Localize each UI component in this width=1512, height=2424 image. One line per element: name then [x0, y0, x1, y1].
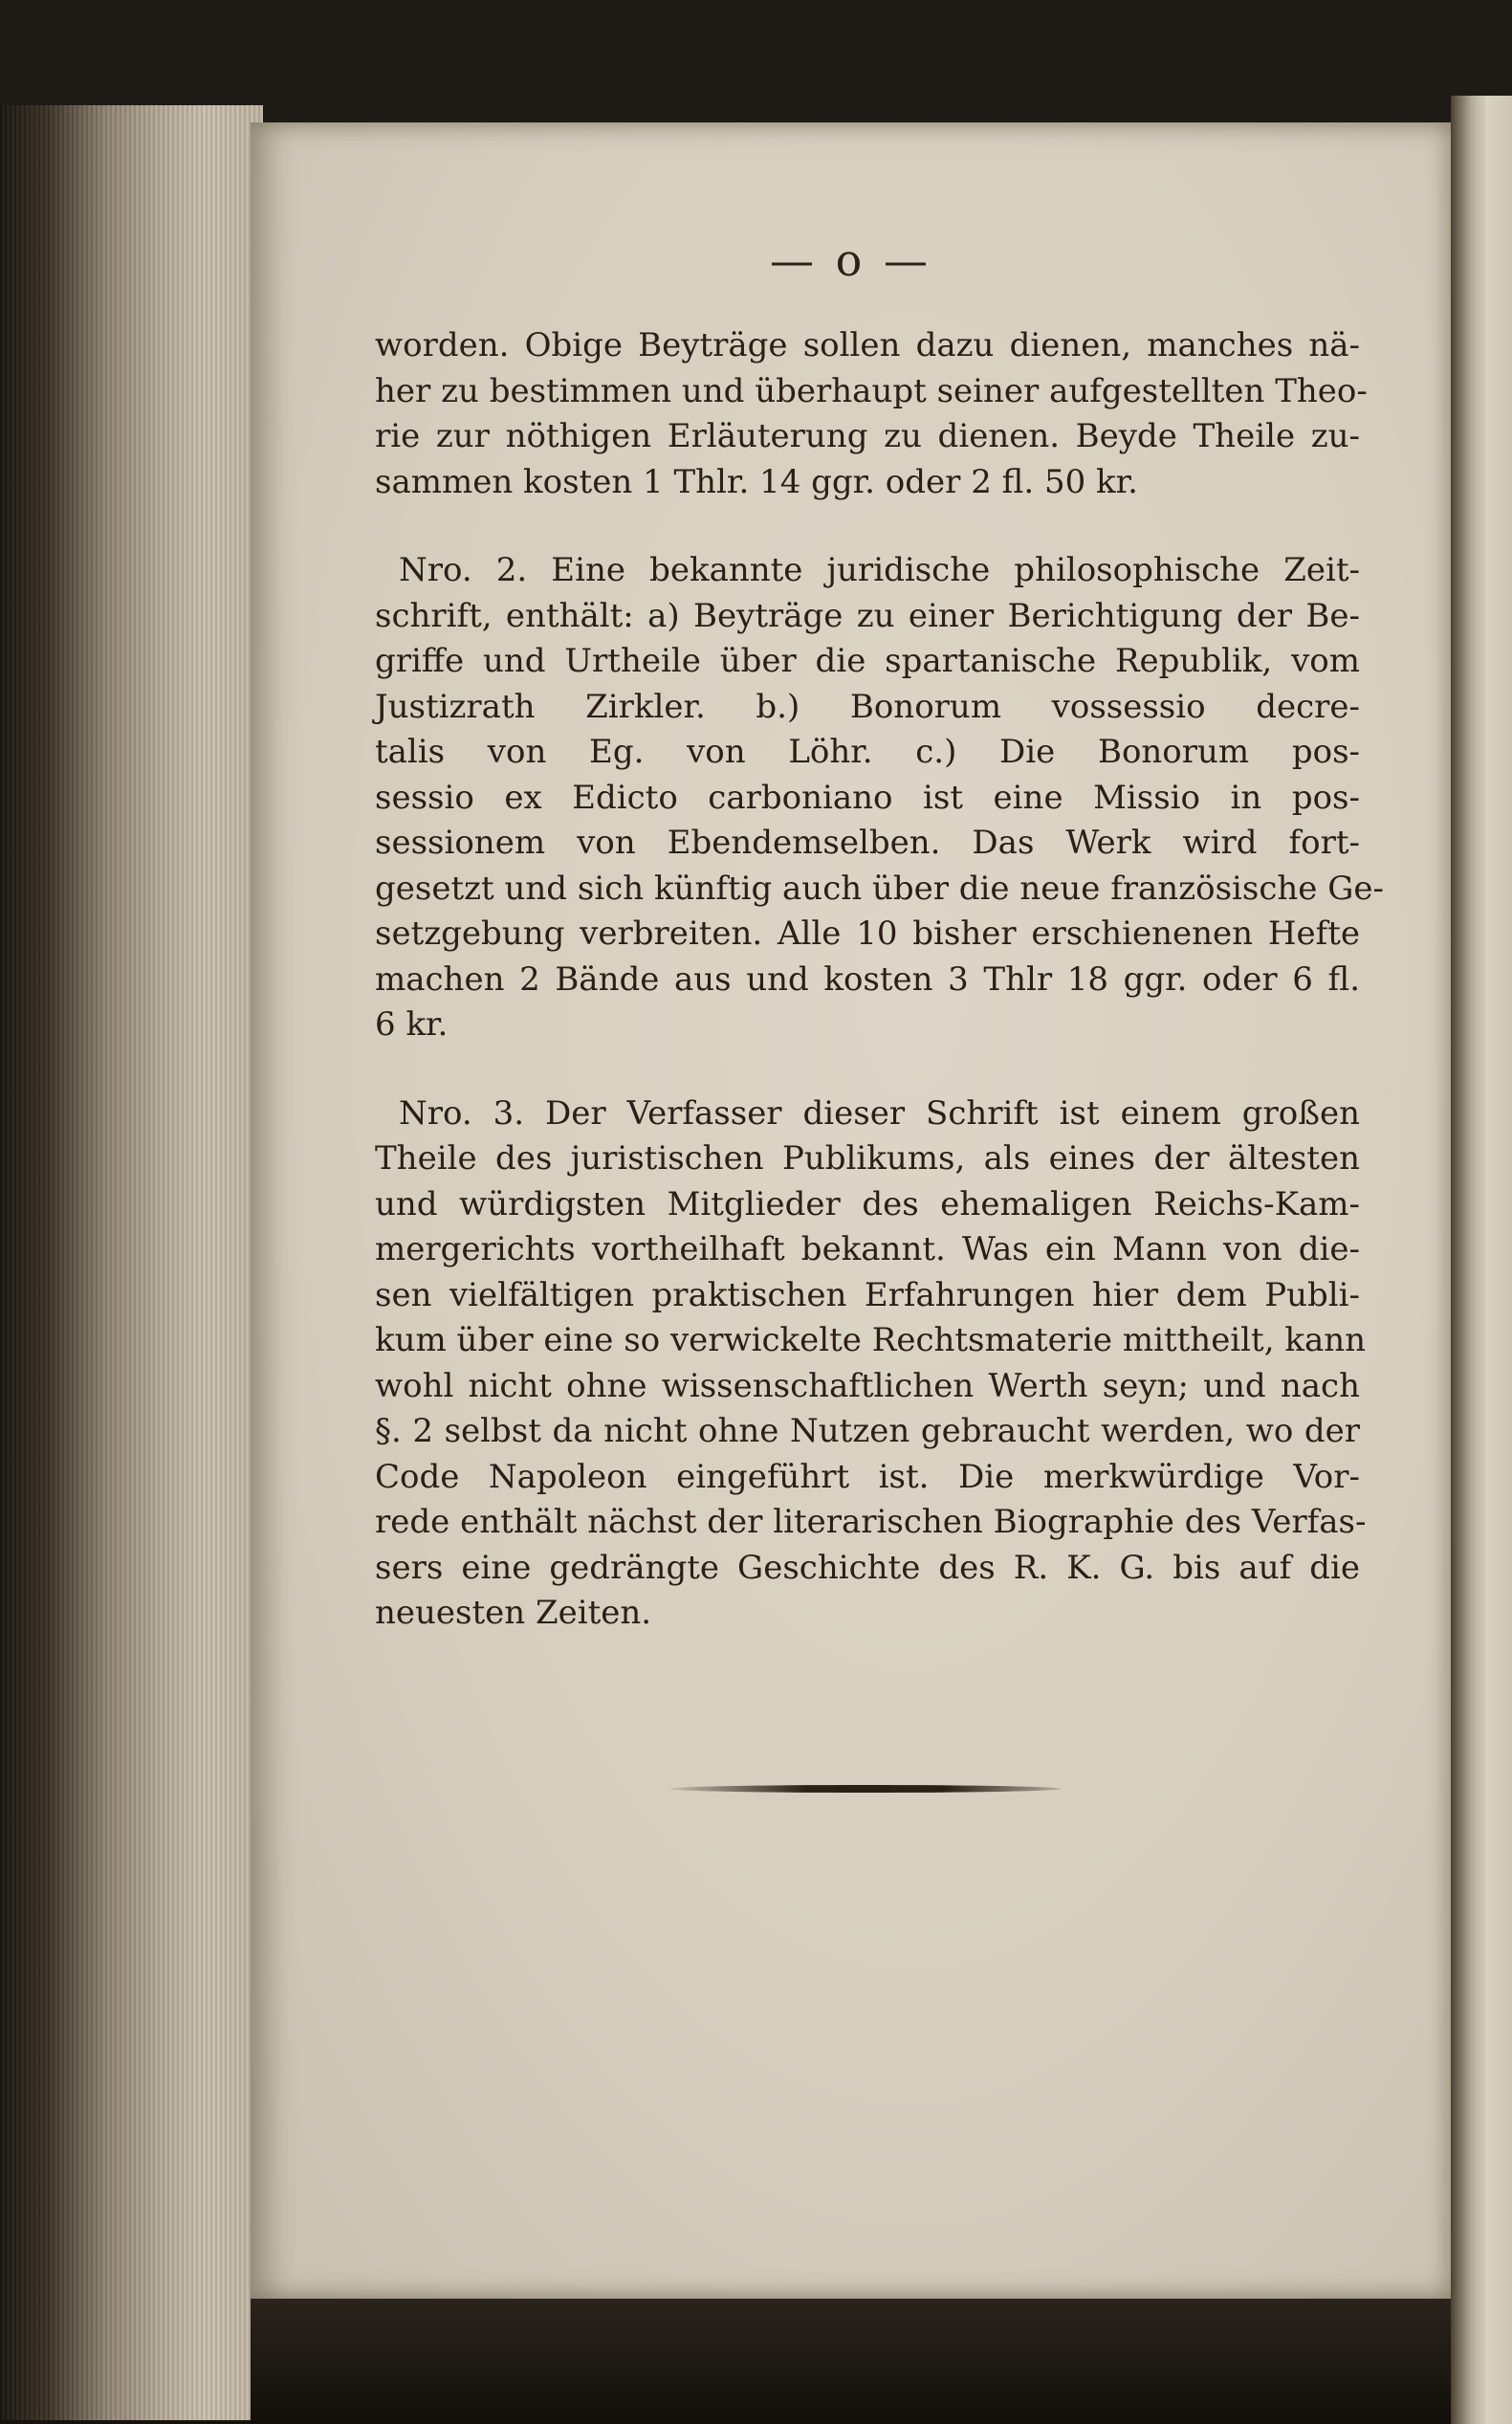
text-line: machen 2 Bände aus und kosten 3 Thlr 18 ggr. oder 6 fl. [375, 959, 1360, 999]
text-line: Justizrath Zirkler. b.) Bonorum vossessio decre- [375, 687, 1360, 726]
text-line: sen vielfältigen praktischen Erfahrungen hier dem Publi- [375, 1275, 1360, 1314]
page-header: — o — [770, 234, 931, 286]
text-line: setzgebung verbreiten. Alle 10 bisher erschienenen Hefte [375, 915, 1360, 953]
text-line: kum über eine so verwickelte Rechtsmaterie mittheilt, kann [375, 1321, 1367, 1359]
text-line: rede enthält nächst der literarischen Biographie des Verfas- [375, 1503, 1367, 1541]
text-line: schrift, enthält: a) Beyträge zu einer Berichtigung der Be- [375, 596, 1360, 635]
page-bottom-shadow [251, 2299, 1451, 2424]
text-line: sessio ex Edicto carboniano ist eine Missio in pos- [375, 778, 1360, 817]
text-line: her zu bestimmen und überhaupt seiner aufgestellten Theo- [375, 371, 1368, 410]
text-line: Nro. 3. Der Verfasser dieser Schrift ist einem großen [399, 1093, 1360, 1133]
text-line: griffe und Urtheile über die spartanische Republik, vom [375, 642, 1360, 680]
text-line: rie zur nöthigen Erläuterung zu dienen. Beyde Theile zu- [375, 417, 1360, 455]
facing-page-edge [1451, 96, 1512, 2424]
text-line: worden. Obige Beyträge sollen dazu dienen, manches nä- [375, 326, 1360, 364]
text-line: neuesten Zeiten. [375, 1594, 652, 1632]
paragraph-1 [375, 323, 1368, 505]
paragraph-2 [375, 548, 1384, 1048]
text-line: §. 2 selbst da nicht ohne Nutzen gebraucht werden, wo der [375, 1412, 1360, 1450]
text-line: Code Napoleon eingeführt ist. Die merkwürdige Vor- [375, 1457, 1360, 1496]
text-line: Theile des juristischen Publikums, als eines der ältesten [375, 1139, 1360, 1178]
end-ornament-rule [669, 1785, 1062, 1793]
text-line: und würdigsten Mitglieder des ehemaligen Reichs-Kam- [375, 1184, 1360, 1223]
text-line: sers eine gedrängte Geschichte des R. K. G. bis auf die [375, 1548, 1360, 1587]
paragraph-3 [375, 1091, 1367, 1637]
text-line: mergerichts vortheilhaft bekannt. Was ein Mann von die- [375, 1230, 1360, 1268]
book-page-edges [0, 105, 263, 2420]
text-line: sessionem von Ebendemselben. Das Werk wird fort- [375, 824, 1360, 862]
text-line: wohl nicht ohne wissenschaftlichen Werth seyn; und nach [375, 1366, 1360, 1405]
text-line: gesetzt und sich künftig auch über die neue französische Ge- [375, 869, 1384, 908]
text-line: Nro. 2. Eine bekannte juridische philosophische Zeit- [399, 551, 1360, 589]
page-body-text [375, 323, 1384, 1637]
text-line: 6 kr. [375, 1005, 449, 1044]
text-line: sammen kosten 1 Thlr. 14 ggr. oder 2 fl. 50 kr. [375, 462, 1138, 501]
text-line: talis von Eg. von Löhr. c.) Die Bonorum pos- [375, 733, 1360, 771]
